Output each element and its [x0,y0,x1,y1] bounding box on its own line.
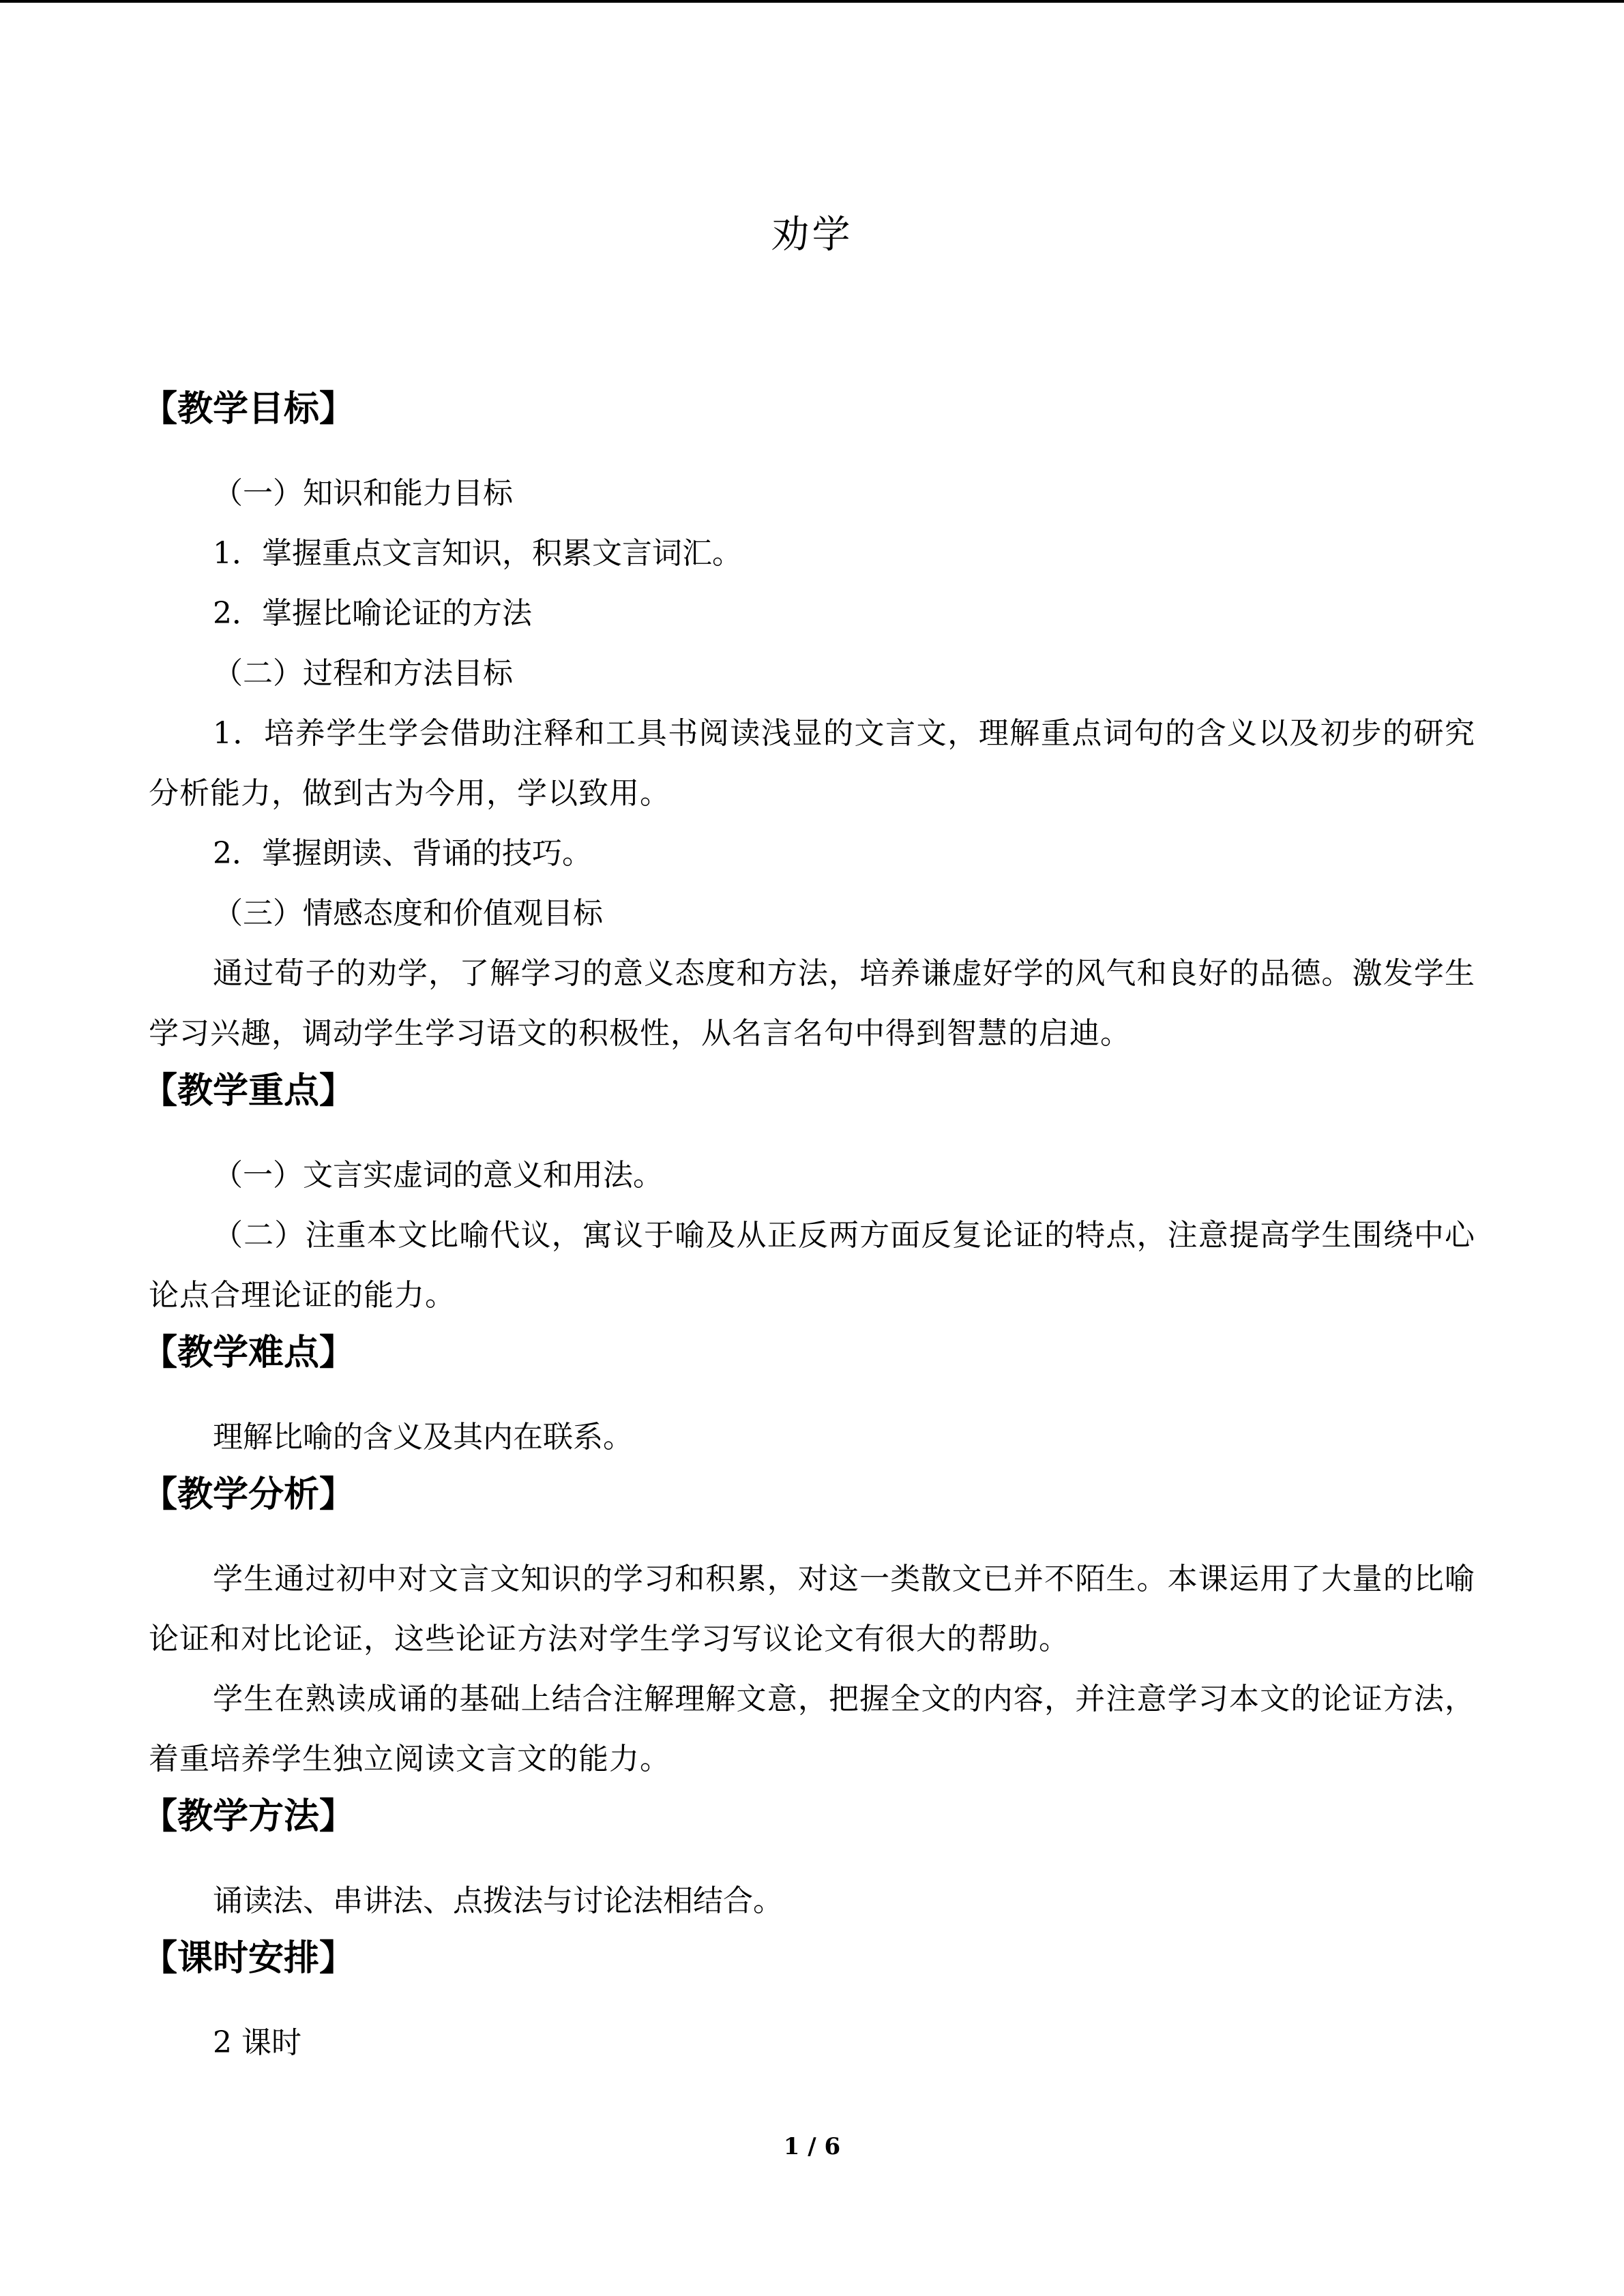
key-points-item2: （二）注重本文比喻代议，寓议于喻及从正反两方面反复论证的特点，注意提高学生围绕中心论点合理论证的能力。 [149,1218,1475,1313]
section-heading-difficulties: 【教学难点】 [142,1332,355,1373]
document-title: 劝学 [771,213,853,257]
objectives-sub2-item1: 1．培养学生学会借助注释和工具书阅读浅显的文言文，理解重点词句的含义以及初步的研究分析能力，做到古为今用，学以致用。 [149,716,1475,811]
section-heading-analysis: 【教学分析】 [142,1474,355,1515]
objectives-sub2-item2: 2．掌握朗读、背诵的技巧。 [213,836,592,871]
objectives-sub2: （二）过程和方法目标 [213,656,513,691]
difficulties-item1: 理解比喻的含义及其内在联系。 [213,1420,633,1455]
section-heading-objectives: 【教学目标】 [142,389,355,430]
objectives-sub3: （三）情感态度和价值观目标 [213,896,603,931]
section-heading-methods: 【教学方法】 [142,1796,355,1837]
analysis-para2: 学生在熟读成诵的基础上结合注解理解文意，把握全文的内容，并注意学习本文的论证方法，着重培养学生独立阅读文言文的能力。 [149,1682,1475,1776]
objectives-sub1: （一）知识和能力目标 [213,476,513,511]
page-number: 1 / 6 [783,2133,841,2160]
section-heading-schedule: 【课时安排】 [142,1938,355,1979]
key-points-item1: （一）文言实虚词的意义和用法。 [213,1158,663,1193]
methods-item1: 诵读法、串讲法、点拨法与讨论法相结合。 [213,1883,783,1918]
objectives-sub1-item2: 2．掌握比喻论证的方法 [213,596,532,631]
top-border-line [0,0,1624,3]
objectives-sub3-para: 通过荀子的劝学，了解学习的意义态度和方法，培养谦虚好学的风气和良好的品德。激发学生学习兴趣，调动学生学习语文的积极性，从名言名句中得到智慧的启迪。 [149,956,1475,1051]
objectives-sub1-item1: 1．掌握重点文言知识，积累文言词汇。 [213,536,742,571]
schedule-item1: 2 课时 [213,2025,301,2060]
section-heading-key-points: 【教学重点】 [142,1071,355,1112]
analysis-para1: 学生通过初中对文言文知识的学习和积累，对这一类散文已并不陌生。本课运用了大量的比喻论证和对比论证，这些论证方法对学生学习写议论文有很大的帮助。 [149,1562,1475,1656]
document-body [142,382,1475,2073]
